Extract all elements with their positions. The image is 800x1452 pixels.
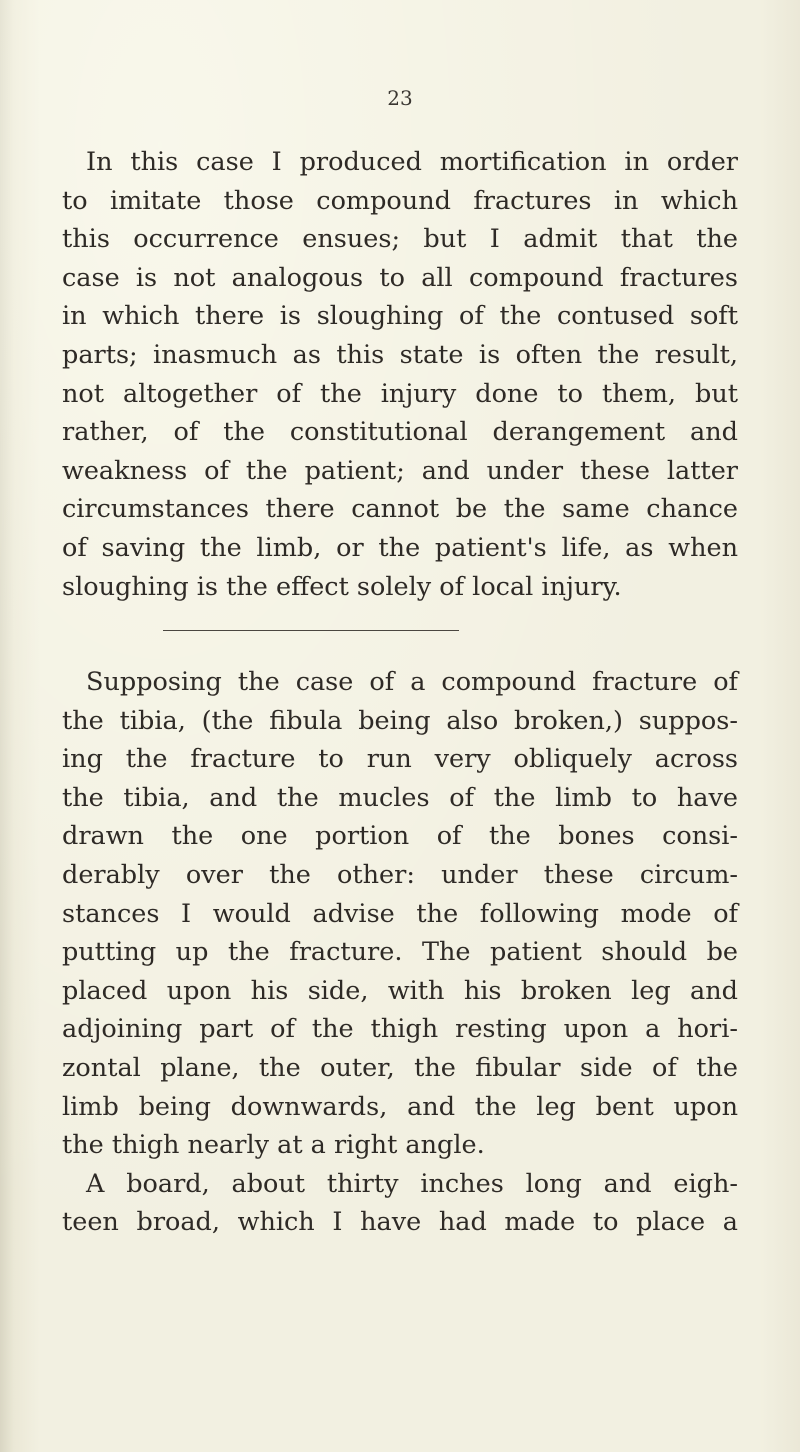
text-line: stances I would advise the following mode of (62, 898, 738, 929)
text-line: zontal plane, the outer, the fibular side of the (62, 1052, 738, 1083)
text-line: this occurrence ensues; but I admit that the (62, 224, 738, 255)
text-line: ing the fracture to run very obliquely across (62, 744, 738, 775)
text-line: circumstances there cannot be the same chance (62, 494, 738, 525)
text-line: placed upon his side, with his broken leg and (62, 975, 738, 1006)
text-line: case is not analogous to all compound fractures (62, 262, 738, 293)
text-line: In this case I produced mortification in order (86, 147, 738, 177)
text-line: the tibia, (the fibula being also broken,) suppos- (62, 705, 738, 736)
text-line: drawn the one portion of the bones consi- (62, 821, 738, 852)
text-line: rather, of the constitutional derangement and (62, 417, 738, 448)
text-line: parts; inasmuch as this state is often the result, (62, 339, 738, 370)
section-divider (163, 630, 459, 631)
text-line: adjoining part of the thigh resting upon a hori- (62, 1014, 738, 1045)
text-line: in which there is sloughing of the contused soft (62, 301, 738, 332)
text-line: A board, about thirty inches long and eigh- (86, 1168, 738, 1199)
text-line: the tibia, and the mucles of the limb to have (62, 782, 738, 813)
text-line: the thigh nearly at a right angle. (62, 1130, 485, 1161)
text-line: sloughing is the effect solely of local injury. (62, 571, 622, 602)
text-line: to imitate those compound fractures in which (62, 185, 738, 216)
text-line: derably over the other: under these circum- (62, 859, 738, 890)
text-line: not altogether of the injury done to them, but (62, 378, 738, 409)
text-line: of saving the limb, or the patient's life, as when (62, 532, 738, 563)
text-line: putting up the fracture. The patient should be (62, 937, 738, 968)
page-number: 23 (387, 86, 413, 110)
paragraph-mortification (62, 143, 738, 606)
paragraph-compound-fracture (62, 663, 738, 1242)
text-line: limb being downwards, and the leg bent upon (62, 1091, 738, 1122)
text-line: Supposing the case of a compound fracture of (86, 667, 738, 697)
text-line: weakness of the patient; and under these latter (62, 455, 738, 486)
text-line: teen broad, which I have had made to place a (62, 1207, 738, 1238)
